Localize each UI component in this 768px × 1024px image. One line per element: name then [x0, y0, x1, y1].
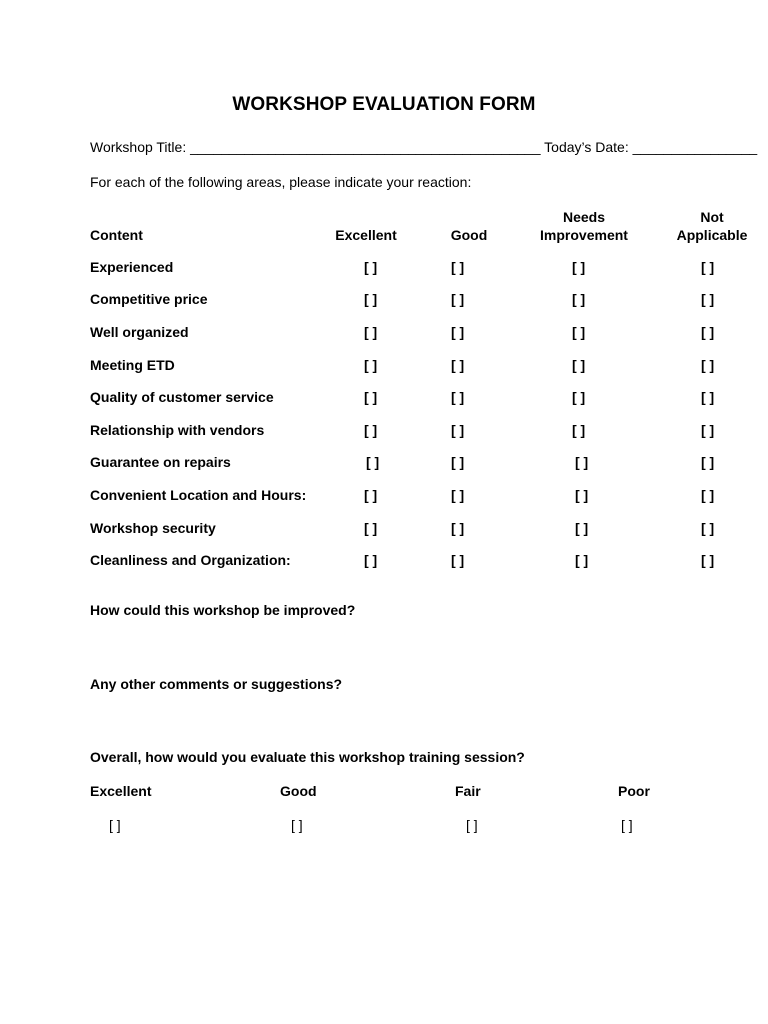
- overall-question: Overall, how would you evaluate this workshop training session?: [90, 749, 525, 765]
- not-applicable-checkbox[interactable]: [ ]: [701, 389, 715, 405]
- row-label: Workshop security: [90, 520, 216, 536]
- excellent-checkbox[interactable]: [ ]: [364, 324, 378, 340]
- column-header-excellent: Excellent: [335, 227, 397, 243]
- column-header-needs-line2: Improvement: [540, 227, 628, 243]
- not-applicable-checkbox[interactable]: [ ]: [701, 520, 715, 536]
- not-applicable-checkbox[interactable]: [ ]: [701, 324, 715, 340]
- table-row: [0, 487, 768, 505]
- row-label: Competitive price: [90, 291, 208, 307]
- excellent-checkbox[interactable]: [ ]: [364, 520, 378, 536]
- table-row: [0, 552, 768, 570]
- needs-improvement-checkbox[interactable]: [ ]: [572, 357, 586, 373]
- needs-improvement-checkbox[interactable]: [ ]: [572, 291, 586, 307]
- overall-label-poor: Poor: [618, 783, 650, 799]
- needs-improvement-checkbox[interactable]: [ ]: [575, 454, 589, 470]
- needs-improvement-checkbox[interactable]: [ ]: [575, 520, 589, 536]
- not-applicable-checkbox[interactable]: [ ]: [701, 454, 715, 470]
- row-label: Quality of customer service: [90, 389, 274, 405]
- header-line: [90, 139, 757, 155]
- overall-label-excellent: Excellent: [90, 783, 152, 799]
- table-row: [0, 520, 768, 538]
- table-row: [0, 291, 768, 309]
- column-header-needs-line1: Needs: [562, 209, 606, 225]
- excellent-checkbox[interactable]: [ ]: [364, 357, 378, 373]
- column-header-not-applicable: [670, 208, 754, 244]
- table-row: [0, 357, 768, 375]
- table-row: [0, 259, 768, 277]
- good-checkbox[interactable]: [ ]: [451, 520, 465, 536]
- excellent-checkbox[interactable]: [ ]: [364, 291, 378, 307]
- needs-improvement-checkbox[interactable]: [ ]: [575, 487, 589, 503]
- not-applicable-checkbox[interactable]: [ ]: [701, 259, 715, 275]
- needs-improvement-checkbox[interactable]: [ ]: [572, 324, 586, 340]
- good-checkbox[interactable]: [ ]: [451, 324, 465, 340]
- excellent-checkbox[interactable]: [ ]: [364, 422, 378, 438]
- needs-improvement-checkbox[interactable]: [ ]: [572, 389, 586, 405]
- excellent-checkbox[interactable]: [ ]: [364, 389, 378, 405]
- overall-excellent-checkbox[interactable]: [ ]: [109, 817, 121, 833]
- not-applicable-checkbox[interactable]: [ ]: [701, 357, 715, 373]
- row-label: Convenient Location and Hours:: [90, 487, 307, 503]
- good-checkbox[interactable]: [ ]: [451, 487, 465, 503]
- column-header-content: Content: [90, 227, 143, 243]
- needs-improvement-checkbox[interactable]: [ ]: [572, 259, 586, 275]
- good-checkbox[interactable]: [ ]: [451, 454, 465, 470]
- overall-label-fair: Fair: [455, 783, 481, 799]
- column-header-na-line1: Not: [700, 209, 724, 225]
- overall-fair-checkbox[interactable]: [ ]: [466, 817, 478, 833]
- table-row: [0, 324, 768, 342]
- needs-improvement-checkbox[interactable]: [ ]: [575, 552, 589, 568]
- row-label: Relationship with vendors: [90, 422, 265, 438]
- column-header-good: Good: [450, 227, 488, 243]
- good-checkbox[interactable]: [ ]: [451, 259, 465, 275]
- comments-question: Any other comments or suggestions?: [90, 676, 343, 692]
- good-checkbox[interactable]: [ ]: [451, 357, 465, 373]
- row-label: Experienced: [90, 259, 174, 275]
- workshop-title-field[interactable]: _____________________________________________: [190, 139, 541, 155]
- good-checkbox[interactable]: [ ]: [451, 422, 465, 438]
- workshop-title-label: Workshop Title:: [90, 139, 187, 155]
- excellent-checkbox[interactable]: [ ]: [364, 487, 378, 503]
- date-label: Today’s Date:: [544, 139, 629, 155]
- row-label: Guarantee on repairs: [90, 454, 231, 470]
- row-label: Meeting ETD: [90, 357, 175, 373]
- excellent-checkbox[interactable]: [ ]: [366, 454, 380, 470]
- good-checkbox[interactable]: [ ]: [451, 291, 465, 307]
- column-header-na-line2: Applicable: [676, 227, 748, 243]
- good-checkbox[interactable]: [ ]: [451, 552, 465, 568]
- good-checkbox[interactable]: [ ]: [451, 389, 465, 405]
- not-applicable-checkbox[interactable]: [ ]: [701, 291, 715, 307]
- not-applicable-checkbox[interactable]: [ ]: [701, 487, 715, 503]
- table-row: [0, 389, 768, 407]
- date-field[interactable]: ________________: [632, 139, 758, 155]
- row-label: Cleanliness and Organization:: [90, 552, 291, 568]
- row-label: Well organized: [90, 324, 189, 340]
- excellent-checkbox[interactable]: [ ]: [364, 552, 378, 568]
- column-header-needs-improvement: [524, 208, 644, 244]
- excellent-checkbox[interactable]: [ ]: [364, 259, 378, 275]
- needs-improvement-checkbox[interactable]: [ ]: [572, 422, 586, 438]
- overall-poor-checkbox[interactable]: [ ]: [621, 817, 633, 833]
- instruction-text: For each of the following areas, please indicate your reaction:: [90, 174, 472, 190]
- form-title: WORKSHOP EVALUATION FORM: [232, 94, 536, 115]
- table-row: [0, 454, 768, 472]
- improve-question: How could this workshop be improved?: [90, 602, 356, 618]
- overall-good-checkbox[interactable]: [ ]: [291, 817, 303, 833]
- not-applicable-checkbox[interactable]: [ ]: [701, 552, 715, 568]
- overall-label-good: Good: [280, 783, 317, 799]
- table-row: [0, 422, 768, 440]
- not-applicable-checkbox[interactable]: [ ]: [701, 422, 715, 438]
